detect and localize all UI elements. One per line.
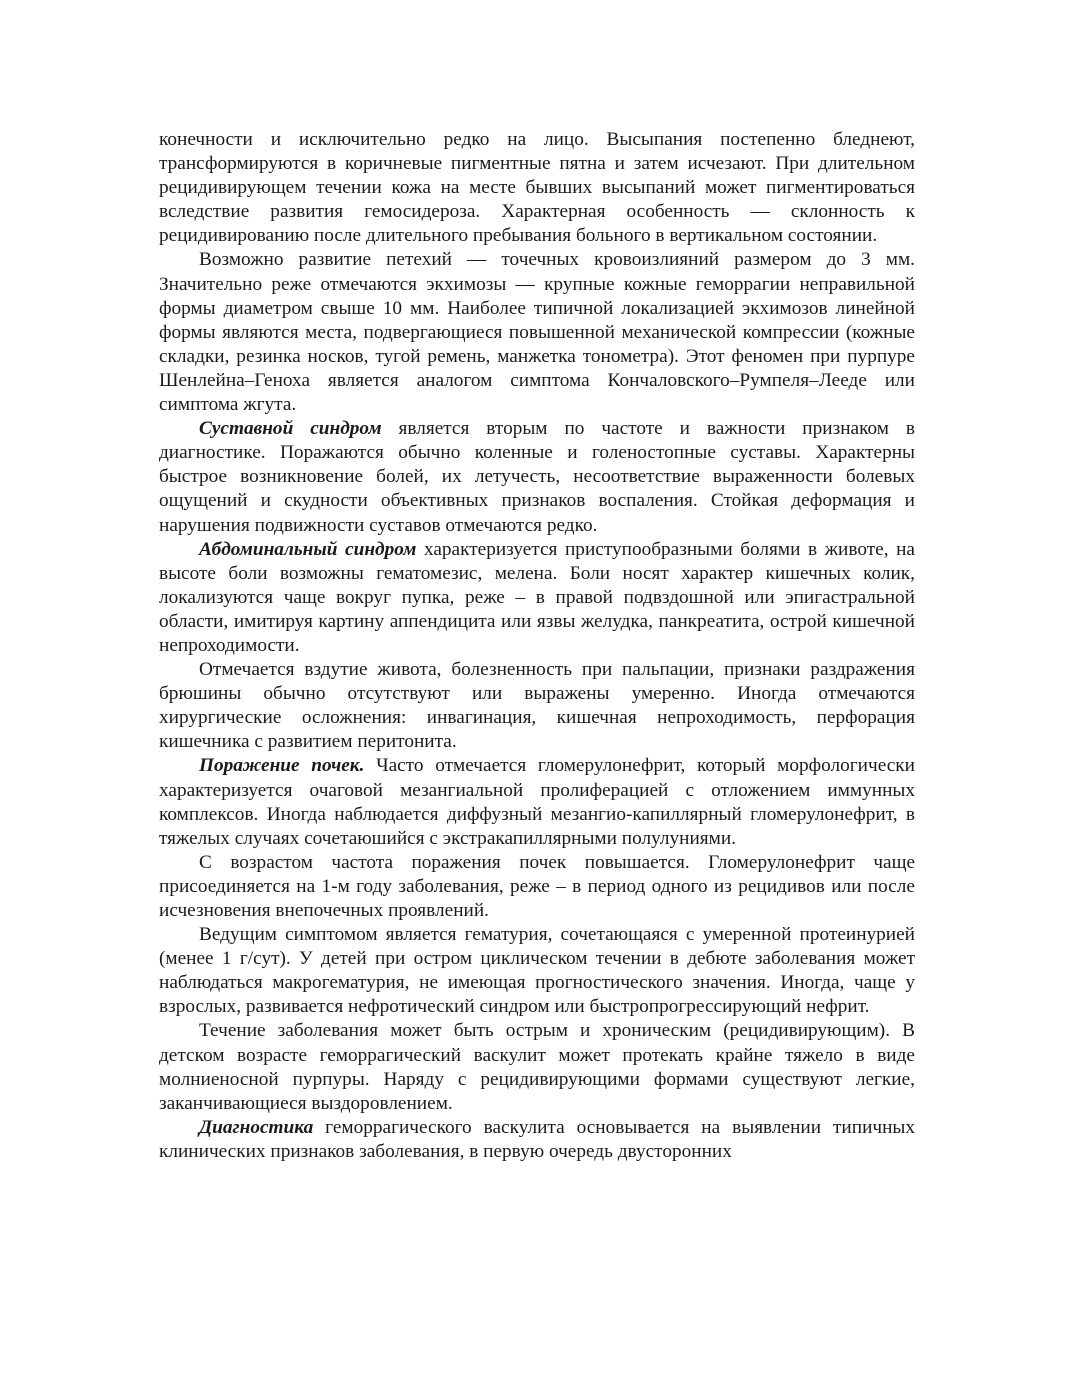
paragraph-4-term: Абдоминальный синдром xyxy=(199,538,417,560)
paragraph-9 xyxy=(159,1019,915,1115)
paragraph-9-text: Течение заболевания может быть острым и хроническим (рецидивирующим). В детском возрасте геморрагический васкулит может протекать крайне тяжело в виде молниеносной пурпуры. Наряду с рецидивирующими формами существуют легкие, заканчивающиеся выздоровлением. xyxy=(159,1020,915,1114)
paragraph-6-term: Поражение почек. xyxy=(199,755,365,777)
paragraph-6-text: Часто отмечается гломерулонефрит, который морфологически характеризуется очаговой мезангиальной пролиферацией с отложением иммунных комплексов. Иногда наблюдается диффузный мезангио-капиллярный гломерулонефрит, в тяжелых случаях сочетаюшийся с экстракапиллярными полулуниями. xyxy=(159,755,915,849)
paragraph-7 xyxy=(159,851,915,923)
paragraph-5 xyxy=(159,658,915,754)
paragraph-2 xyxy=(159,248,915,417)
paragraph-2-text: Возможно развитие петехий — точечных кровоизлияний размером до 3 мм. Значительно реже отмечаются экхимозы — крупные кожные геморрагии неправильной формы диаметром свыше 10 мм. Наиболее типичной локализацией экхимозов линейной формы являются места, подвергающиеся повышенной механической компрессии (кожные складки, резинка носков, тугой ремень, манжетка тонометра). Этот феномен при пурпуре Шенлейна–Геноха является аналогом симптома Кончаловского–Румпеля–Лееде или симптома жгута. xyxy=(159,249,915,416)
paragraph-diagnostics xyxy=(159,1116,915,1164)
paragraph-10-text: геморрагического васкулита основывается на выявлении типичных клинических признаков заболевания, в первую очередь двусторонних xyxy=(159,1116,915,1162)
paragraph-8 xyxy=(159,923,915,1019)
paragraph-1-text: конечности и исключительно редко на лицо. Высыпания постепенно бледнеют, трансформируются в коричневые пигментные пятна и затем исчезают. При длительном рецидивирующем течении кожа на месте бывших высыпаний может пигментироваться вследствие развития гемосидероза. Характерная особенность — склонность к рецидивированию после длительного пребывания больного в вертикальном состоянии. xyxy=(159,129,915,247)
paragraph-5-text: Отмечается вздутие живота, болезненность при пальпации, признаки раздражения брюшины обычно отсутствуют или выражены умеренно. Иногда отмечаются хирургические осложнения: инвагинация, кишечная непроходимость, перфорация кишечника с развитием перитонита. xyxy=(159,659,915,753)
paragraph-3-text: является вторым по частоте и важности признаком в диагностике. Поражаются обычно коленные и голеностопные суставы. Характерны быстрое возникновение болей, их летучесть, несоответствие выраженности болевых ощущений и скудности объективных признаков воспаления. Стойкая деформация и нарушения подвижности суставов отмечаются редко. xyxy=(159,418,915,536)
paragraph-joint-syndrome xyxy=(159,417,915,537)
paragraph-1 xyxy=(159,128,915,248)
paragraph-3-term: Суставной синдром xyxy=(199,418,382,440)
paragraph-8-text: Ведущим симптомом является гематурия, сочетающаяся с умеренной протеинурией (менее 1 г/сут). У детей при остром циклическом течении в дебюте заболевания может наблюдаться макрогематурия, не имеющая прогностического значения. Иногда, чаще у взрослых, развивается нефротический синдром или быстропрогрессирующий нефрит. xyxy=(159,924,915,1018)
document-page xyxy=(159,128,915,1164)
paragraph-7-text: С возрастом частота поражения почек повышается. Гломерулонефрит чаще присоединяется на 1-м году заболевания, реже – в период одного из рецидивов или после исчезновения внепочечных проявлений. xyxy=(159,851,915,921)
paragraph-4-text: характеризуется приступообразными болями в животе, на высоте боли возможны гематомезис, мелена. Боли носят характер кишечных колик, локализуются чаще вокруг пупка, реже – в правой подвздошной или эпигастральной области, имитируя картину аппендицита или язвы желудка, панкреатита, острой кишечной непроходимости. xyxy=(159,538,915,656)
paragraph-kidney-damage xyxy=(159,754,915,850)
paragraph-abdominal-syndrome xyxy=(159,538,915,658)
paragraph-10-term: Диагностика xyxy=(199,1116,314,1138)
